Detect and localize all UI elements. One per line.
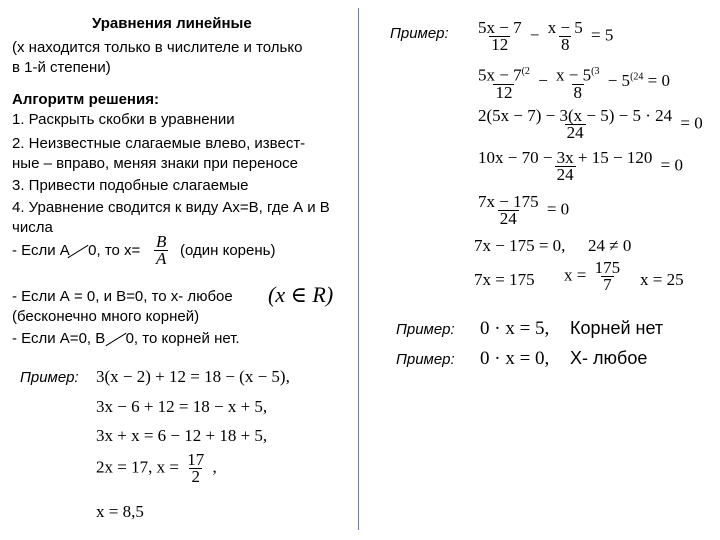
right-hand-side: = 0 bbox=[680, 113, 703, 133]
case-one-mid: 0, то х= bbox=[88, 242, 141, 259]
case-one-suffix: (один корень) bbox=[180, 242, 276, 259]
algorithm-step: ные – вправо, меняя знаки при переносе bbox=[12, 155, 298, 172]
fraction-denominator: A bbox=[156, 249, 167, 268]
fraction-denominator: 24 bbox=[566, 123, 584, 142]
solution-step-2 bbox=[474, 64, 670, 101]
fraction-denominator: 24 bbox=[499, 209, 517, 228]
algorithm-step: 2. Неизвестные слагаемые влево, извест- bbox=[12, 135, 306, 152]
fraction-numerator: 10x − 70 − 3x + 15 − 120 bbox=[478, 148, 653, 167]
fraction-denominator: 7 bbox=[603, 275, 612, 294]
multiplier-superscript: (2 bbox=[521, 66, 530, 77]
example-three-result: Х- любое bbox=[570, 348, 648, 368]
case-two-line-1: - Если А = 0, и В=0, то х- любое bbox=[12, 288, 233, 305]
case-two-line-2: (бесконечно много корней) bbox=[12, 308, 200, 325]
right-hand-side: = 0 bbox=[647, 71, 670, 91]
case-one-fraction bbox=[152, 234, 170, 267]
algorithm-step: 4. Уравнение сводится к виду Ах=В, где А и В bbox=[12, 199, 330, 216]
operator-term: − 5 bbox=[607, 71, 631, 91]
right-hand-side: = 0 bbox=[660, 155, 683, 175]
fraction-numerator: 7x − 175 bbox=[478, 192, 539, 211]
fraction-denominator: 8 bbox=[573, 82, 582, 102]
multiplier-superscript: (3 bbox=[591, 66, 600, 77]
fraction-numerator: 17 bbox=[187, 450, 205, 469]
example-three-equation: 0 · x = 0, bbox=[480, 348, 550, 369]
example-line bbox=[96, 452, 217, 485]
page-title: Уравнения линейные bbox=[92, 15, 252, 32]
example-label: Пример: bbox=[390, 25, 449, 42]
solution-step-3 bbox=[474, 108, 703, 141]
algorithm-step: числа bbox=[12, 219, 53, 236]
fraction-denominator: 12 bbox=[491, 35, 509, 54]
fraction-numerator: B bbox=[156, 232, 167, 251]
right-hand-side: = 5 bbox=[591, 25, 614, 45]
example-line-suffix: , bbox=[212, 457, 217, 477]
case-two-formula: (x ∈ R) bbox=[268, 282, 334, 307]
example-line: 3(x − 2) + 12 = 18 − (x − 5), bbox=[96, 367, 290, 386]
solution-prefix: x = bbox=[564, 265, 587, 285]
algorithm-step: 1. Раскрыть скобки в уравнении bbox=[12, 111, 235, 128]
fraction-numerator: x − 5 bbox=[556, 65, 592, 85]
fraction-denominator: 24 bbox=[556, 165, 574, 184]
example-answer: x = 8,5 bbox=[96, 502, 144, 521]
solution-step-6-right: 24 ≠ 0 bbox=[588, 236, 632, 255]
solution-step-7-mid bbox=[564, 260, 624, 293]
solution-step-5 bbox=[474, 194, 569, 227]
fraction-numerator: 2(5x − 7) − 3(x − 5) − 5 · 24 bbox=[478, 106, 673, 125]
fraction-numerator: 175 bbox=[594, 258, 621, 277]
case-three-prefix: - Если А=0, В bbox=[12, 330, 106, 347]
fraction-denominator: 8 bbox=[560, 35, 570, 54]
subtitle-line-2: в 1-й степени) bbox=[12, 59, 111, 76]
fraction-denominator: 2 bbox=[191, 467, 200, 486]
fraction-denominator: 12 bbox=[495, 82, 513, 102]
case-three-suffix: 0, то корней нет. bbox=[125, 330, 240, 347]
operator: − bbox=[529, 25, 540, 45]
case-one-prefix: - Если А bbox=[12, 242, 70, 259]
example-line-prefix: 2x = 17, x = bbox=[96, 457, 179, 477]
subtitle-line-1: (х находится только в числителе и только bbox=[12, 39, 303, 56]
multiplier-superscript: (24 bbox=[630, 71, 644, 83]
fraction-numerator: 5x − 7 bbox=[478, 65, 522, 85]
column-divider bbox=[358, 8, 359, 530]
right-hand-side: = 0 bbox=[546, 199, 570, 219]
algorithm-step: 3. Привести подобные слагаемые bbox=[12, 177, 249, 194]
example-label: Пример: bbox=[396, 351, 455, 368]
solution-step-7-left: 7x = 175 bbox=[474, 270, 535, 289]
fraction-numerator: 5x − 7 bbox=[478, 18, 522, 37]
example-label: Пример: bbox=[396, 321, 455, 338]
solution-step-1 bbox=[474, 20, 613, 53]
example-two-equation: 0 · x = 5, bbox=[480, 318, 550, 339]
solution-answer: x = 25 bbox=[640, 270, 684, 289]
operator: − bbox=[538, 71, 548, 91]
example-label: Пример: bbox=[20, 369, 79, 386]
solution-step-6-left: 7x − 175 = 0, bbox=[474, 236, 566, 255]
example-line: 3x − 6 + 12 = 18 − x + 5, bbox=[96, 397, 268, 416]
example-two-result: Корней нет bbox=[570, 318, 664, 338]
algorithm-heading: Алгоритм решения: bbox=[12, 91, 159, 108]
fraction-numerator: x − 5 bbox=[547, 18, 583, 37]
example-line: 3x + x = 6 − 12 + 18 + 5, bbox=[96, 426, 268, 445]
solution-step-4 bbox=[474, 150, 683, 183]
